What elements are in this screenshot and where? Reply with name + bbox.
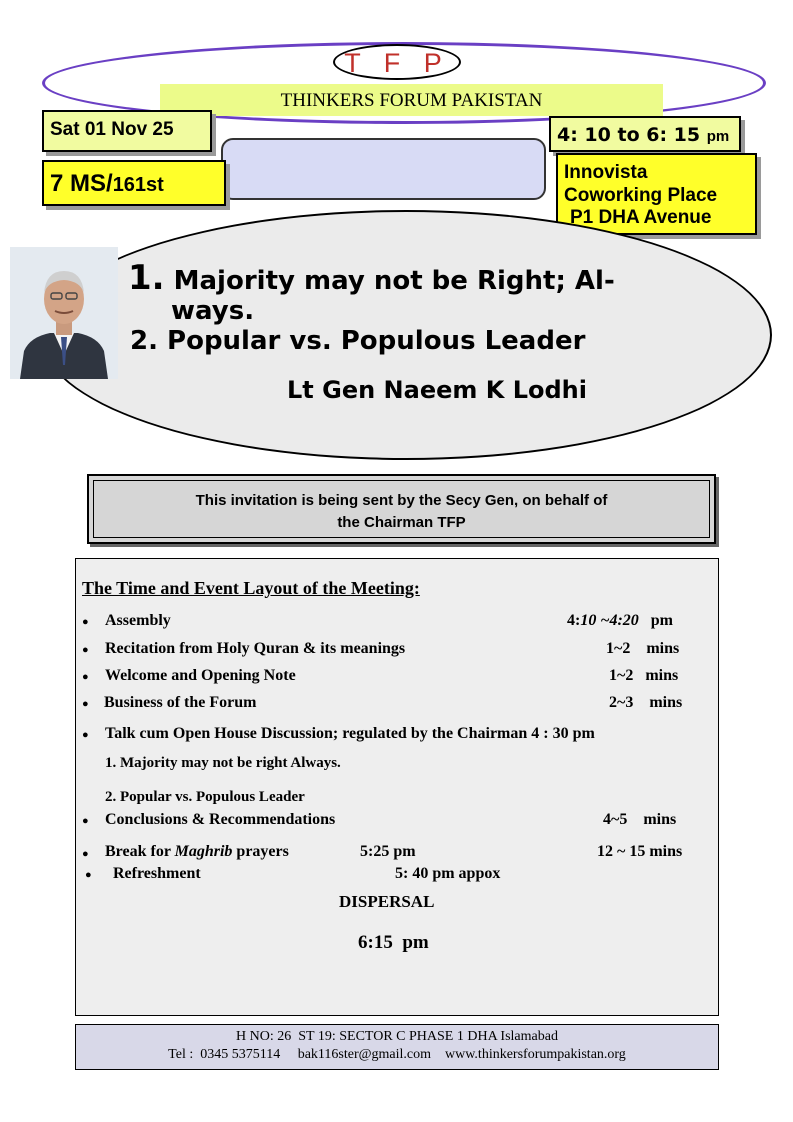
topic-1-number: 1. [128, 258, 165, 298]
recitation-time: 1~2 mins [606, 640, 680, 657]
speaker-photo [10, 247, 118, 379]
venue-line-1: Innovista [564, 162, 648, 183]
topic-1 [128, 258, 615, 298]
talk-label: Talk cum Open House Discussion; regulated by the Chairman 4 : 30 pm [105, 725, 595, 742]
topic-1-continued: ways. [171, 296, 255, 326]
time-range: 4: 10 to 6: 15 [557, 124, 701, 146]
topic-1-text: Majority may not be Right; Al- [173, 266, 615, 296]
invitation-line-1: This invitation is being sent by the Secy Gen, on behalf of [195, 492, 608, 509]
refreshment-at: 5: 40 pm appox [395, 865, 501, 882]
forum-name-band: THINKERS FORUM PAKISTAN [160, 84, 663, 116]
dispersal-label: DISPERSAL [339, 892, 435, 911]
bullet-icon: ● [82, 729, 89, 741]
session-text: 7 MS/ [50, 170, 113, 197]
invitation-notice [87, 474, 716, 544]
conclusions-time: 4~5 mins [603, 811, 677, 828]
footer-contact: Tel : 0345 5375114 bak116ster@gmail.com www.thinkersforumpakistan.org [168, 1047, 626, 1062]
invitation-line-2: the Chairman TFP [337, 514, 466, 531]
bullet-icon: ● [82, 815, 89, 827]
date-box [42, 110, 212, 152]
talk-subitem-1: 1. Majority may not be right Always. [105, 755, 341, 771]
bullet-icon: ● [82, 671, 89, 683]
speaker-name: Lt Gen Naeem K Lodhi [287, 376, 587, 404]
bullet-icon: ● [82, 644, 89, 656]
conclusions-label: Conclusions & Recommendations [105, 811, 336, 828]
time-suffix: pm [706, 128, 730, 145]
assembly-time [567, 612, 673, 630]
business-label: Business of the Forum [104, 694, 257, 711]
venue-line-2: Coworking Place [564, 185, 718, 206]
center-blank-box [221, 138, 546, 200]
break-label-b: Maghrib [174, 843, 233, 860]
venue-line-3: P1 DHA Avenue [570, 207, 712, 228]
break-label-a: Break for [105, 843, 175, 860]
welcome-time: 1~2 mins [609, 667, 679, 684]
topic-2: 2. Popular vs. Populous Leader [130, 326, 586, 356]
session-number: 161st [112, 174, 164, 196]
session-box [42, 160, 226, 206]
bullet-icon: ● [85, 869, 92, 881]
invitation-frame [93, 480, 710, 538]
bullet-icon: ● [82, 848, 89, 860]
assembly-time-b: 10 ~4:20 [580, 612, 639, 629]
break-label [105, 843, 289, 861]
meeting-date: Sat 01 Nov 25 [50, 119, 174, 140]
speaker-portrait-icon [10, 247, 118, 379]
refreshment-label: Refreshment [113, 865, 201, 882]
assembly-time-a: 4: [567, 612, 581, 629]
layout-heading: The Time and Event Layout of the Meeting: [82, 578, 420, 598]
talk-subitem-2: 2. Popular vs. Populous Leader [105, 789, 305, 805]
venue-box [556, 153, 757, 235]
break-time: 12 ~ 15 mins [597, 843, 683, 860]
business-time: 2~3 mins [609, 694, 683, 711]
break-label-c: prayers [232, 843, 289, 860]
session-label [50, 170, 164, 198]
dispersal-time: 6:15 pm [358, 932, 429, 953]
welcome-label: Welcome and Opening Note [105, 667, 296, 684]
footer-box [75, 1024, 719, 1070]
tfp-logo: T F P [333, 44, 461, 80]
assembly-time-c: pm [638, 612, 674, 629]
bullet-icon: ● [82, 616, 89, 628]
break-at: 5:25 pm [360, 843, 416, 860]
time-box [549, 116, 741, 152]
meeting-time [557, 124, 729, 146]
assembly-label: Assembly [105, 612, 171, 629]
footer-address: H NO: 26 ST 19: SECTOR C PHASE 1 DHA Islamabad [236, 1029, 558, 1044]
bullet-icon: ● [82, 698, 89, 710]
recitation-label: Recitation from Holy Quran & its meanings [105, 640, 406, 657]
